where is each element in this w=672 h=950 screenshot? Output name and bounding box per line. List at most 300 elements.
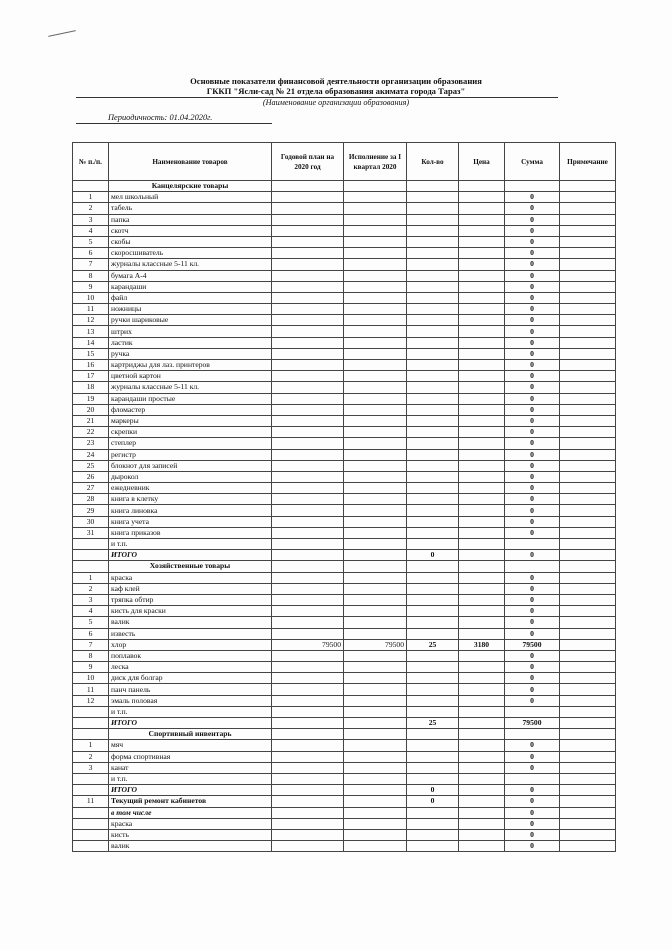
- cell-plan: [272, 494, 344, 505]
- cell-note: [560, 650, 616, 661]
- cell-quantity: [407, 471, 459, 482]
- cell-plan: [272, 684, 344, 695]
- cell-plan: [272, 807, 344, 818]
- cell-note: [560, 214, 616, 225]
- cell-number: 7: [73, 639, 109, 650]
- cell-sum: [505, 539, 560, 550]
- cell-sum: 0: [505, 650, 560, 661]
- cell-number: 12: [73, 695, 109, 706]
- cell-number: [73, 773, 109, 784]
- cell-plan: [272, 415, 344, 426]
- table-row: [73, 225, 616, 236]
- cell-execution: [344, 471, 407, 482]
- table-row: [73, 673, 616, 684]
- table-row: [73, 695, 616, 706]
- cell-plan: [272, 214, 344, 225]
- cell-plan: [272, 539, 344, 550]
- cell-price: [459, 471, 505, 482]
- cell-price: [459, 527, 505, 538]
- cell-execution: [344, 393, 407, 404]
- cell-item-name: книга в клетку: [109, 494, 272, 505]
- cell-number: 11: [73, 796, 109, 807]
- cell-price: [459, 427, 505, 438]
- cell-quantity: [407, 393, 459, 404]
- cell-quantity: 0: [407, 785, 459, 796]
- table-row: [73, 740, 616, 751]
- table-row: [73, 348, 616, 359]
- cell-number: [73, 829, 109, 840]
- cell-price: [459, 248, 505, 259]
- cell-quantity: [407, 270, 459, 281]
- cell-empty: [407, 181, 459, 192]
- cell-sum: 0: [505, 292, 560, 303]
- cell-number: 28: [73, 494, 109, 505]
- cell-price: [459, 337, 505, 348]
- cell-sum: 0: [505, 695, 560, 706]
- cell-quantity: [407, 214, 459, 225]
- cell-sum: 0: [505, 248, 560, 259]
- cell-sum: 0: [505, 214, 560, 225]
- cell-quantity: [407, 662, 459, 673]
- cell-number: 1: [73, 740, 109, 751]
- cell-quantity: [407, 572, 459, 583]
- cell-sum: 0: [505, 438, 560, 449]
- cell-item-name: книга линовка: [109, 505, 272, 516]
- cell-number: 18: [73, 382, 109, 393]
- cell-execution: [344, 214, 407, 225]
- col-header-name: Наименование товаров: [109, 143, 272, 181]
- cell-plan: [272, 706, 344, 717]
- cell-note: [560, 718, 616, 729]
- cell-execution: [344, 248, 407, 259]
- cell-plan: [272, 785, 344, 796]
- cell-quantity: [407, 628, 459, 639]
- cell-plan: [272, 404, 344, 415]
- cell-quantity: [407, 483, 459, 494]
- cell-execution: [344, 494, 407, 505]
- cell-note: [560, 807, 616, 818]
- cell-execution: [344, 203, 407, 214]
- cell-note: [560, 225, 616, 236]
- cell-note: [560, 740, 616, 751]
- cell-price: [459, 662, 505, 673]
- cell-price: [459, 841, 505, 852]
- cell-plan: [272, 662, 344, 673]
- cell-quantity: 0: [407, 550, 459, 561]
- cell-item-name: Текущий ремонт кабинетов: [109, 796, 272, 807]
- cell-sum: 0: [505, 617, 560, 628]
- cell-quantity: [407, 527, 459, 538]
- financial-indicators-table: [72, 142, 616, 852]
- cell-sum: [505, 773, 560, 784]
- cell-quantity: [407, 773, 459, 784]
- cell-sum: 0: [505, 449, 560, 460]
- cell-number: [73, 818, 109, 829]
- cell-number: [73, 181, 109, 192]
- cell-number: 9: [73, 662, 109, 673]
- cell-number: 29: [73, 505, 109, 516]
- cell-execution: [344, 360, 407, 371]
- cell-execution: [344, 304, 407, 315]
- cell-note: [560, 617, 616, 628]
- cell-plan: [272, 326, 344, 337]
- cell-number: [73, 706, 109, 717]
- cell-empty: [272, 729, 344, 740]
- cell-execution: [344, 427, 407, 438]
- table-row: [73, 684, 616, 695]
- cell-note: [560, 594, 616, 605]
- cell-price: [459, 505, 505, 516]
- cell-quantity: [407, 415, 459, 426]
- cell-execution: [344, 606, 407, 617]
- cell-quantity: [407, 673, 459, 684]
- cell-price: [459, 650, 505, 661]
- cell-quantity: [407, 516, 459, 527]
- cell-note: [560, 203, 616, 214]
- cell-number: [73, 841, 109, 852]
- cell-quantity: [407, 236, 459, 247]
- cell-plan: [272, 505, 344, 516]
- table-row: [73, 796, 616, 807]
- cell-item-name: каф клей: [109, 583, 272, 594]
- table-row: [73, 829, 616, 840]
- cell-number: [73, 729, 109, 740]
- cell-sum: 0: [505, 606, 560, 617]
- cell-plan: [272, 348, 344, 359]
- cell-sum: 0: [505, 527, 560, 538]
- cell-plan: [272, 460, 344, 471]
- cell-execution: [344, 762, 407, 773]
- col-header-note: Примечание: [560, 143, 616, 181]
- cell-plan: [272, 382, 344, 393]
- table-row: [73, 292, 616, 303]
- cell-price: [459, 236, 505, 247]
- cell-item-name: скобы: [109, 236, 272, 247]
- cell-item-name: валик: [109, 841, 272, 852]
- cell-execution: [344, 818, 407, 829]
- cell-quantity: [407, 438, 459, 449]
- cell-item-name: форма спортивная: [109, 751, 272, 762]
- cell-execution: [344, 281, 407, 292]
- cell-sum: 0: [505, 829, 560, 840]
- cell-note: [560, 483, 616, 494]
- cell-empty: [560, 181, 616, 192]
- cell-note: [560, 438, 616, 449]
- cell-note: [560, 248, 616, 259]
- cell-note: [560, 751, 616, 762]
- table-row: [73, 594, 616, 605]
- cell-sum: 0: [505, 326, 560, 337]
- cell-sum: 0: [505, 594, 560, 605]
- cell-execution: [344, 315, 407, 326]
- cell-sum: 0: [505, 841, 560, 852]
- table-row: [73, 505, 616, 516]
- cell-quantity: [407, 494, 459, 505]
- cell-note: [560, 460, 616, 471]
- cell-execution: [344, 594, 407, 605]
- cell-item-name: цветной картон: [109, 371, 272, 382]
- table-row: [73, 773, 616, 784]
- cell-number: 16: [73, 360, 109, 371]
- cell-sum: 0: [505, 628, 560, 639]
- table-row: [73, 371, 616, 382]
- cell-quantity: [407, 829, 459, 840]
- cell-item-name: ежедневник: [109, 483, 272, 494]
- cell-item-name: скрепки: [109, 427, 272, 438]
- cell-plan: [272, 393, 344, 404]
- col-header-price: Цена: [459, 143, 505, 181]
- cell-quantity: [407, 841, 459, 852]
- cell-sum: 0: [505, 382, 560, 393]
- cell-quantity: [407, 326, 459, 337]
- cell-price: [459, 225, 505, 236]
- cell-item-name: скотч: [109, 225, 272, 236]
- cell-plan: [272, 449, 344, 460]
- cell-number: 2: [73, 203, 109, 214]
- cell-note: [560, 673, 616, 684]
- cell-item-name: журналы классные 5-11 кл.: [109, 259, 272, 270]
- cell-price: [459, 773, 505, 784]
- section-title: Спортивный инвентарь: [109, 729, 272, 740]
- cell-number: 21: [73, 415, 109, 426]
- table-body: [73, 181, 616, 852]
- col-header-plan: Годовой план на 2020 год: [272, 143, 344, 181]
- cell-number: 1: [73, 192, 109, 203]
- cell-quantity: [407, 650, 459, 661]
- table-row: [73, 315, 616, 326]
- cell-price: [459, 360, 505, 371]
- cell-number: 10: [73, 292, 109, 303]
- cell-number: 3: [73, 214, 109, 225]
- cell-item-name: карандаши: [109, 281, 272, 292]
- cell-sum: 0: [505, 762, 560, 773]
- cell-execution: [344, 807, 407, 818]
- cell-execution: [344, 516, 407, 527]
- cell-plan: [272, 650, 344, 661]
- cell-item-name: книга приказов: [109, 527, 272, 538]
- cell-note: [560, 572, 616, 583]
- cell-sum: 0: [505, 684, 560, 695]
- cell-price: [459, 348, 505, 359]
- cell-quantity: [407, 807, 459, 818]
- cell-quantity: [407, 382, 459, 393]
- cell-quantity: [407, 762, 459, 773]
- cell-price: [459, 572, 505, 583]
- col-header-quantity: Кол-во: [407, 143, 459, 181]
- cell-execution: [344, 706, 407, 717]
- cell-sum: 0: [505, 550, 560, 561]
- cell-sum: [505, 706, 560, 717]
- cell-item-name: леска: [109, 662, 272, 673]
- table-row: [73, 270, 616, 281]
- cell-note: [560, 337, 616, 348]
- cell-execution: [344, 718, 407, 729]
- cell-item-name: и т.п.: [109, 706, 272, 717]
- cell-quantity: [407, 751, 459, 762]
- cell-sum: 0: [505, 505, 560, 516]
- cell-execution: [344, 270, 407, 281]
- cell-note: [560, 539, 616, 550]
- table-row: [73, 449, 616, 460]
- cell-note: [560, 360, 616, 371]
- cell-note: [560, 494, 616, 505]
- cell-plan: [272, 225, 344, 236]
- cell-empty: [344, 181, 407, 192]
- table-row: [73, 415, 616, 426]
- cell-number: 11: [73, 304, 109, 315]
- cell-execution: [344, 796, 407, 807]
- cell-sum: 0: [505, 662, 560, 673]
- cell-price: [459, 539, 505, 550]
- cell-sum: 0: [505, 393, 560, 404]
- cell-number: 5: [73, 617, 109, 628]
- cell-price: [459, 583, 505, 594]
- cell-note: [560, 315, 616, 326]
- col-header-number: № п./п.: [73, 143, 109, 181]
- cell-item-name: ИТОГО: [109, 718, 272, 729]
- cell-execution: [344, 236, 407, 247]
- cell-sum: 0: [505, 192, 560, 203]
- cell-item-name: кисть для краски: [109, 606, 272, 617]
- table-row: [73, 203, 616, 214]
- cell-item-name: штрих: [109, 326, 272, 337]
- table-row: [73, 628, 616, 639]
- cell-number: 4: [73, 225, 109, 236]
- cell-plan: [272, 236, 344, 247]
- cell-quantity: [407, 203, 459, 214]
- cell-empty: [407, 729, 459, 740]
- cell-sum: 0: [505, 460, 560, 471]
- cell-item-name: ручки шариковые: [109, 315, 272, 326]
- cell-sum: 0: [505, 494, 560, 505]
- table-row: [73, 326, 616, 337]
- cell-note: [560, 326, 616, 337]
- cell-execution: [344, 773, 407, 784]
- cell-price: [459, 673, 505, 684]
- cell-note: [560, 427, 616, 438]
- cell-execution: [344, 371, 407, 382]
- cell-execution: [344, 583, 407, 594]
- cell-plan: [272, 371, 344, 382]
- section-row: [73, 729, 616, 740]
- cell-item-name: и т.п.: [109, 539, 272, 550]
- cell-quantity: [407, 583, 459, 594]
- cell-quantity: [407, 617, 459, 628]
- col-header-sum: Сумма: [505, 143, 560, 181]
- cell-number: 27: [73, 483, 109, 494]
- cell-plan: [272, 438, 344, 449]
- cell-sum: 0: [505, 236, 560, 247]
- table-row: [73, 818, 616, 829]
- cell-quantity: [407, 225, 459, 236]
- cell-execution: [344, 337, 407, 348]
- cell-item-name: краска: [109, 572, 272, 583]
- cell-item-name: регистр: [109, 449, 272, 460]
- cell-number: 10: [73, 673, 109, 684]
- cell-empty: [560, 729, 616, 740]
- cell-quantity: 0: [407, 796, 459, 807]
- cell-number: 15: [73, 348, 109, 359]
- cell-sum: 0: [505, 807, 560, 818]
- cell-execution: [344, 695, 407, 706]
- cell-note: [560, 449, 616, 460]
- cell-item-name: папка: [109, 214, 272, 225]
- cell-price: [459, 371, 505, 382]
- cell-quantity: [407, 606, 459, 617]
- cell-item-name: кисть: [109, 829, 272, 840]
- cell-quantity: [407, 706, 459, 717]
- cell-number: 8: [73, 270, 109, 281]
- cell-sum: 79500: [505, 639, 560, 650]
- cell-item-name: фломастер: [109, 404, 272, 415]
- table-row: [73, 214, 616, 225]
- cell-execution: [344, 460, 407, 471]
- cell-note: [560, 404, 616, 415]
- cell-execution: [344, 662, 407, 673]
- total-row: [73, 550, 616, 561]
- table-row: [73, 281, 616, 292]
- col-header-execution: Исполнение за I квартал 2020: [344, 143, 407, 181]
- cell-item-name: краска: [109, 818, 272, 829]
- cell-number: 17: [73, 371, 109, 382]
- cell-execution: [344, 225, 407, 236]
- table-row: [73, 583, 616, 594]
- cell-plan: [272, 259, 344, 270]
- cell-plan: [272, 740, 344, 751]
- cell-price: [459, 259, 505, 270]
- cell-plan: [272, 471, 344, 482]
- cell-note: [560, 606, 616, 617]
- cell-number: 20: [73, 404, 109, 415]
- section-row: [73, 561, 616, 572]
- cell-sum: 0: [505, 471, 560, 482]
- cell-note: [560, 304, 616, 315]
- cell-price: [459, 550, 505, 561]
- cell-empty: [505, 729, 560, 740]
- cell-price: [459, 751, 505, 762]
- cell-quantity: [407, 248, 459, 259]
- cell-sum: 0: [505, 415, 560, 426]
- cell-sum: 0: [505, 203, 560, 214]
- cell-price: [459, 304, 505, 315]
- cell-empty: [505, 561, 560, 572]
- cell-item-name: мел школьный: [109, 192, 272, 203]
- cell-item-name: файл: [109, 292, 272, 303]
- cell-note: [560, 628, 616, 639]
- cell-plan: [272, 527, 344, 538]
- table-row: [73, 516, 616, 527]
- cell-item-name: бумага А-4: [109, 270, 272, 281]
- table-row: [73, 248, 616, 259]
- cell-note: [560, 829, 616, 840]
- table-row: [73, 360, 616, 371]
- cell-number: 13: [73, 326, 109, 337]
- cell-item-name: блокнот для записей: [109, 460, 272, 471]
- cell-execution: [344, 740, 407, 751]
- cell-price: [459, 684, 505, 695]
- cell-plan: [272, 483, 344, 494]
- cell-execution: [344, 483, 407, 494]
- cell-sum: 0: [505, 281, 560, 292]
- cell-price: [459, 404, 505, 415]
- table-row: [73, 662, 616, 673]
- table-row: [73, 527, 616, 538]
- cell-item-name: книга учета: [109, 516, 272, 527]
- cell-note: [560, 662, 616, 673]
- cell-execution: [344, 617, 407, 628]
- cell-number: 7: [73, 259, 109, 270]
- cell-item-name: журналы классные 5-11 кл.: [109, 382, 272, 393]
